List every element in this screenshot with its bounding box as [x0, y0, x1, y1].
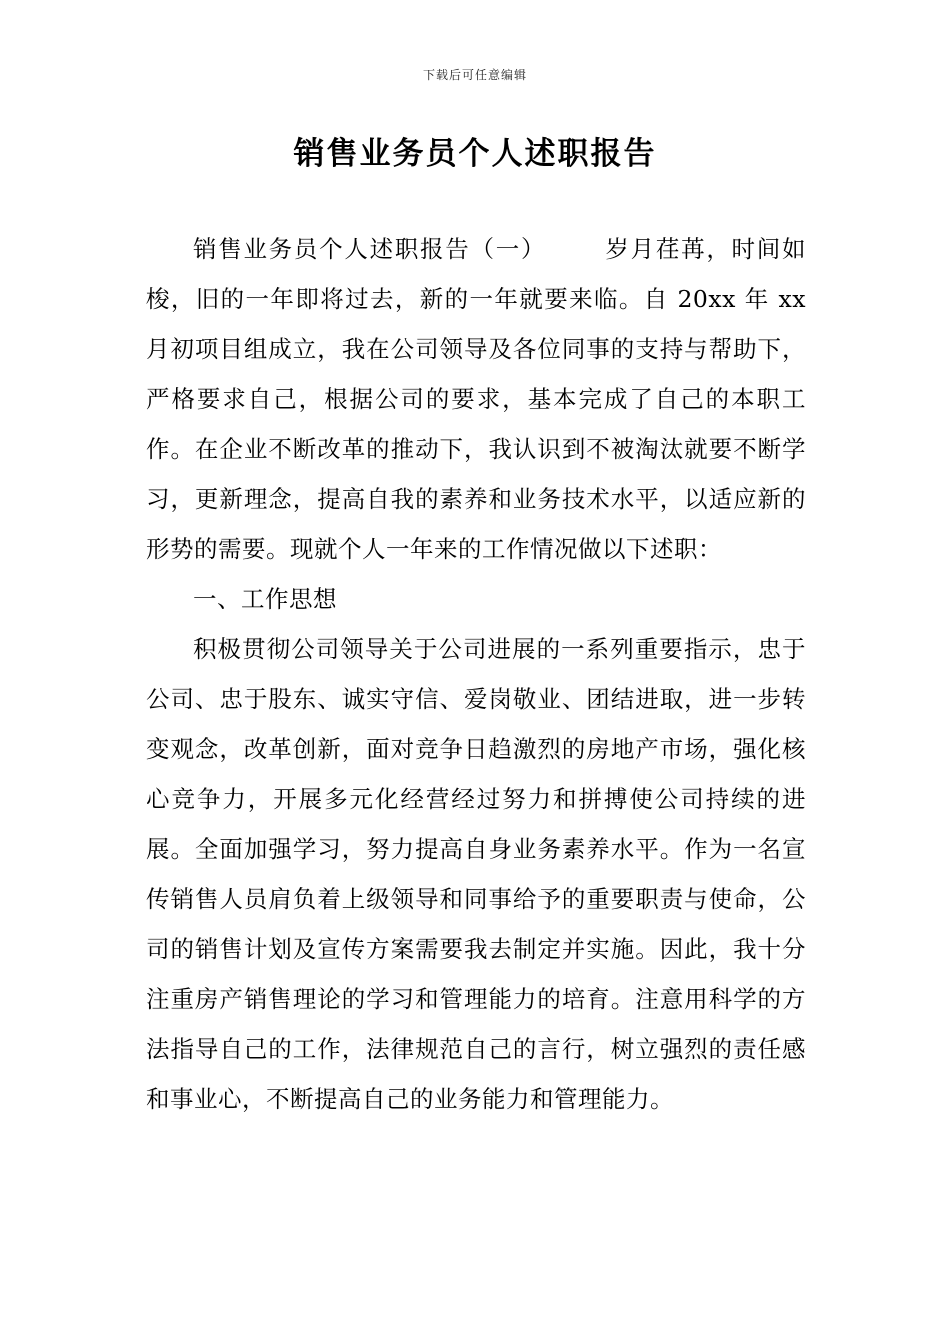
report-subtitle: 销售业务员个人述职报告（一）: [193, 235, 547, 263]
document-title: 销售业务员个人述职报告: [293, 136, 657, 172]
paragraph-text: 岁月荏苒，时间如梭，旧的一年即将过去，新的一年就要来临。自 20xx 年 xx 月初项目组成立，我在公司领导及各位同事的支持与帮助下，严格要求自己，根据公司的要求，基本完成了自己的本职工作。在企业不断改革的推动下，我认识到不被淘汰就要不断学习，更新理念，提高自我的素养和业务技术水平，以适应新的形势的需要。现就个人一年来的工作情况做以下述职：: [146, 235, 807, 563]
section-heading: 一、工作思想: [193, 585, 337, 613]
header-note: 下载后可任意编辑: [422, 68, 527, 82]
document-body: [146, 224, 806, 1124]
paragraph-intro: [146, 224, 806, 574]
paragraph-work-thought: 积极贯彻公司领导关于公司进展的一系列重要指示，忠于公司、忠于股东、诚实守信、爱岗敬业、团结进取，进一步转变观念，改革创新，面对竞争日趋激烈的房地产市场，强化核心竞争力，开展多元化经营经过努力和拼搏使公司持续的进展。全面加强学习，努力提高自身业务素养水平。作为一名宣传销售人员肩负着上级领导和同事给予的重要职责与使命，公司的销售计划及宣传方案需要我去制定并实施。因此，我十分注重房产销售理论的学习和管理能力的培育。注意用科学的方法指导自己的工作，法律规范自己的言行，树立强烈的责任感和事业心，不断提高自己的业务能力和管理能力。: [146, 635, 806, 1113]
